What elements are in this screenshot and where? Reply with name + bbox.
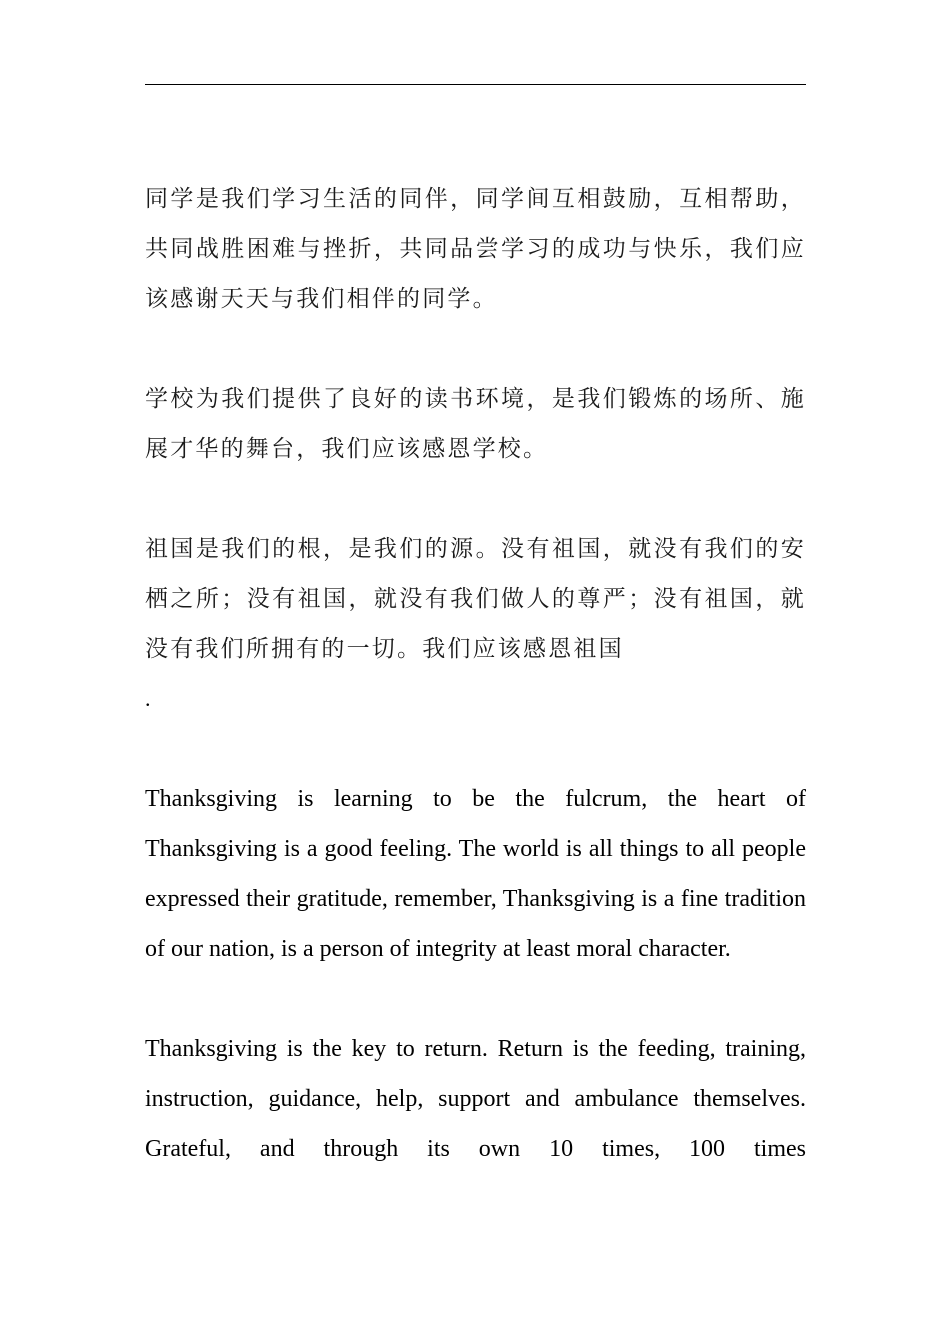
trailing-mark: . <box>145 686 151 711</box>
document-body <box>145 174 806 1174</box>
paragraph-gap <box>145 324 806 374</box>
paragraph-gap <box>145 974 806 1024</box>
header-rule <box>145 84 806 85</box>
paragraph-thanksgiving-return: Thanksgiving is the key to return. Return is the feeding, training, instruction, guidance, help, support and ambulance themselves. Grateful, and through its own 10 times, 100 times <box>145 1036 806 1162</box>
paragraph-gap <box>145 474 806 524</box>
paragraph-thanksgiving-fulcrum: Thanksgiving is learning to be the fulcrum, the heart of Thanksgiving is a good feeling. The world is all things to all people expressed their gratitude, remember, Thanksgiving is a fine tradition of our nation, is a person of integrity at least moral character. <box>145 786 806 962</box>
paragraph-gap <box>145 724 806 774</box>
paragraph-classmates: 同学是我们学习生活的同伴，同学间互相鼓励，互相帮助，共同战胜困难与挫折，共同品尝学习的成功与快乐，我们应该感谢天天与我们相伴的同学。 <box>145 186 806 312</box>
paragraph-motherland: 祖国是我们的根，是我们的源。没有祖国，就没有我们的安栖之所；没有祖国，就没有我们做人的尊严；没有祖国，就没有我们所拥有的一切。我们应该感恩祖国 <box>145 536 806 662</box>
paragraph-school: 学校为我们提供了良好的读书环境，是我们锻炼的场所、施展才华的舞台，我们应该感恩学校。 <box>145 386 806 462</box>
